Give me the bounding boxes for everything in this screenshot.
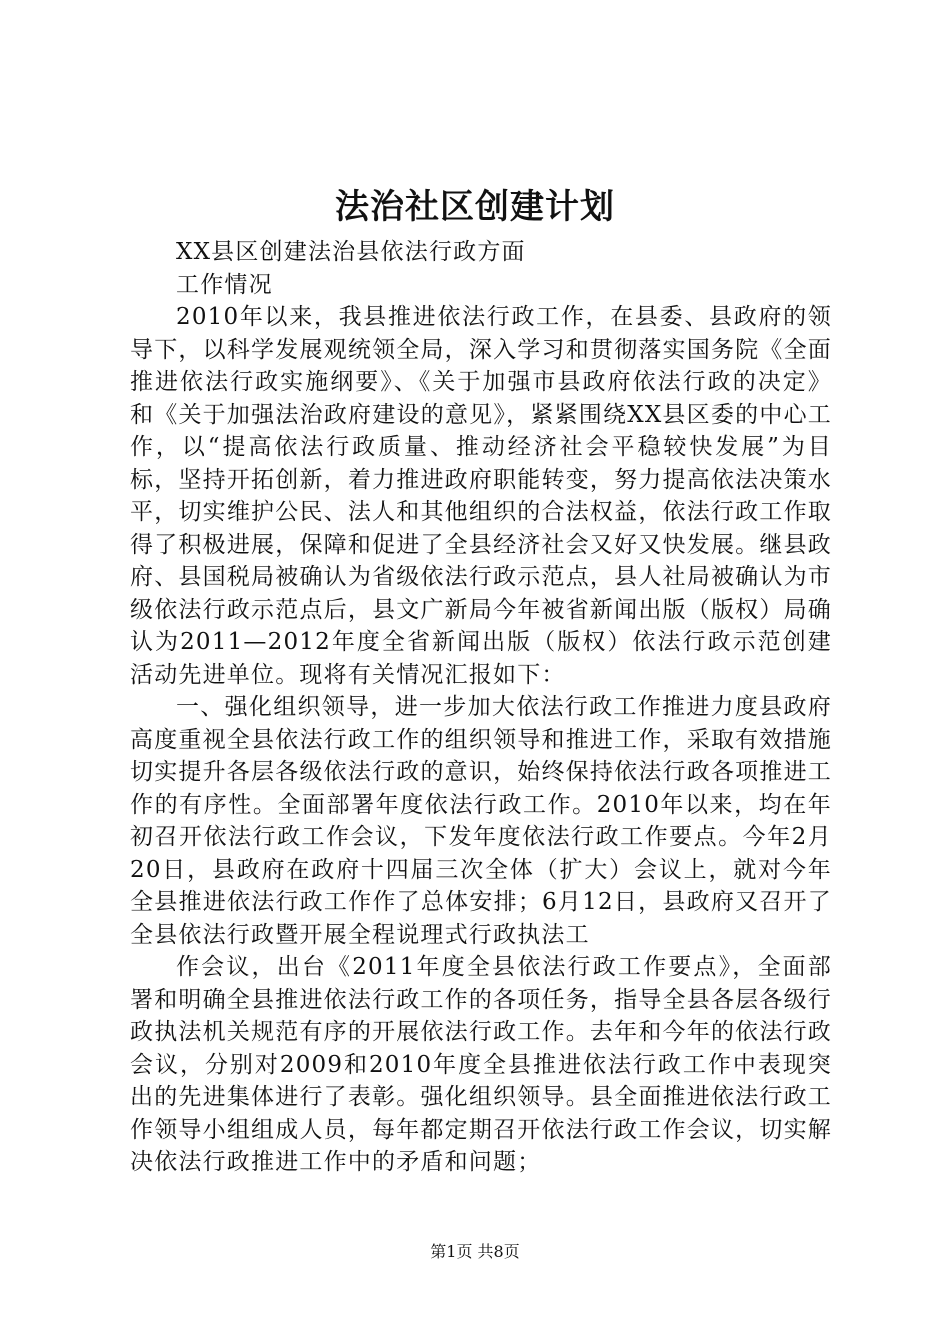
body-paragraph-intro: 2010年以来，我县推进依法行政工作，在县委、县政府的领导下，以科学发展观统领全局，深入学习和贯彻落实国务院《全面推进依法行政实施纲要》、《关于加强市县政府依法行政的决定》和《关于加强法治政府建设的意见》，紧紧围绕XX县区委的中心工作，以“提高依法行政质量、推动经济社会平稳较快发展”为目标，坚持开拓创新，着力推进政府职能转变，努力提高依法决策水平，切实维护公民、法人和其他组织的合法权益，依法行政工作取得了积极进展，保障和促进了全县经济社会又好又快发展。继县政府、县国税局被确认为省级依法行政示范点，县人社局被确认为市级依法行政示范点后，县文广新局今年被省新闻出版（版权）局确认为2011—2012年度全省新闻出版（版权）依法行政示范创建活动先进单位。现将有关情况汇报如下： <box>130 304 832 688</box>
body-paragraph-subtitle: XX县区创建法治县依法行政方面 <box>176 239 526 265</box>
body-paragraph-section-one-continued: 作会议，出台《2011年度全县依法行政工作要点》，全面部署和明确全县推进依法行政工作的各项任务，指导全县各层各级行政执法机关规范有序的开展依法行政工作。去年和今年的依法行政会议，分别对2009和2010年度全县推进依法行政工作中表现突出的先进集体进行了表彰。强化组织领导。县全面推进依法行政工作领导小组组成人员，每年都定期召开依法行政工作会议，切实解决依法行政推进工作中的矛盾和问题； <box>130 954 832 1175</box>
body-paragraph-subtitle-continued: 工作情况 <box>176 271 273 298</box>
document-body <box>130 236 832 1179</box>
document-title: 法治社区创建计划 <box>335 187 615 227</box>
page-footer: 第1页 共8页 <box>430 1242 520 1261</box>
body-paragraph-section-one: 一、强化组织领导，进一步加大依法行政工作推进力度县政府高度重视全县依法行政工作的组织领导和推进工作，采取有效措施切实提升各层各级依法行政的意识，始终保持依法行政各项推进工作的有序性。全面部署年度依法行政工作。2010年以来，均在年初召开依法行政工作会议，下发年度依法行政工作要点。今年2月20日，县政府在政府十四届三次全体（扩大）会议上，就对今年全县推进依法行政工作作了总体安排；6月12日，县政府又召开了全县依法行政暨开展全程说理式行政执法工 <box>130 694 832 948</box>
